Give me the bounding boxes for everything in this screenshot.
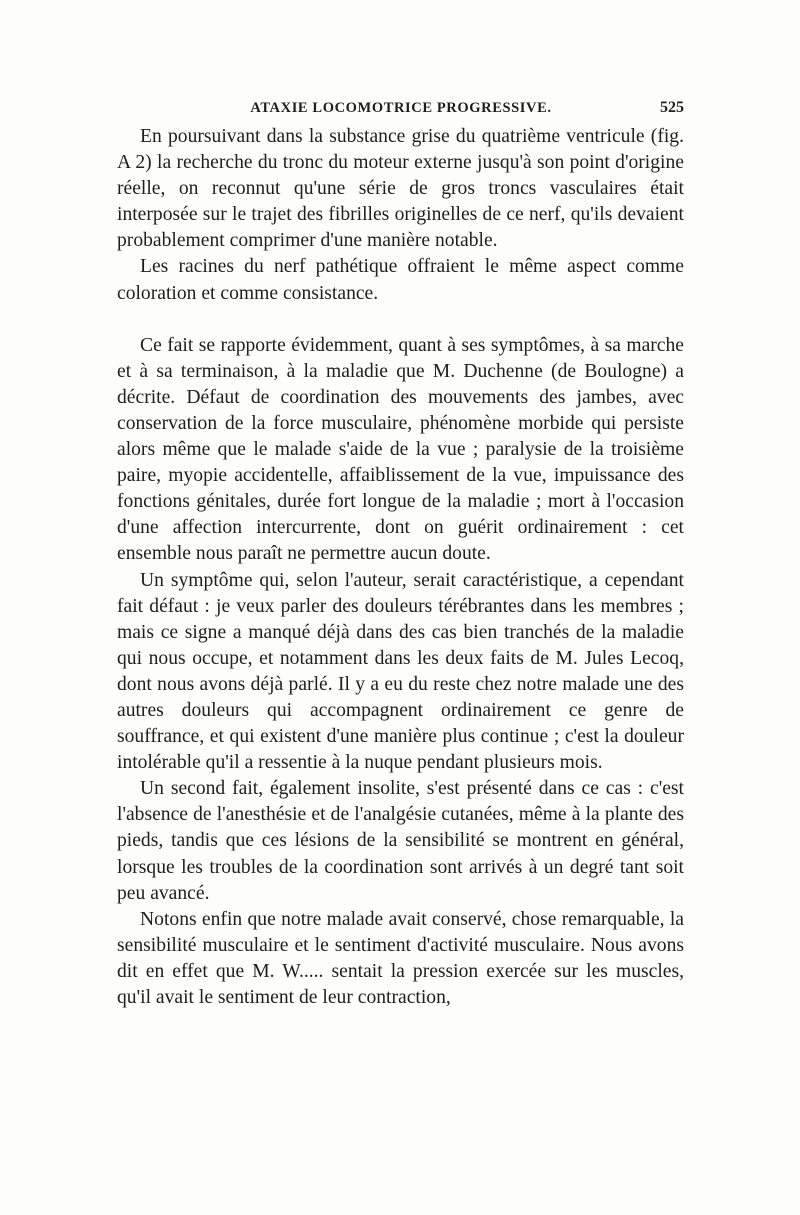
running-title: ATAXIE LOCOMOTRICE PROGRESSIVE. (250, 100, 552, 116)
paragraph: En poursuivant dans la substance grise du quatrième ventricule (fig. A 2) la recherche du tronc du moteur externe jusqu'à son point d'origine réelle, on reconnut qu'une série de gros troncs vasculaires était interposée sur le trajet des fibrilles originelles de ce nerf, qu'ils devaient probablement comprimer d'une manière notable. (117, 126, 684, 252)
paragraph: Notons enfin que notre malade avait conservé, chose remarquable, la sensibilité musculaire et le sentiment d'activité musculaire. Nous avons dit en effet que M. W..... sentait la pression exercée sur les muscles, qu'il avait le sentiment de leur contraction, (117, 908, 684, 1008)
running-head (118, 96, 684, 120)
paragraph: Un second fait, également insolite, s'est présenté dans ce cas : c'est l'absence de l'anesthésie et de l'analgésie cutanées, même à la plante des pieds, tandis que ces lésions de la sensibilité se montrent en général, lorsque les troubles de la coordination sont arrivés à un degré tant soit peu avancé. (117, 778, 684, 904)
paragraph: Un symptôme qui, selon l'auteur, serait caractéristique, a cependant fait défaut : je veux parler des douleurs térébrantes dans les membres ; mais ce signe a manqué déjà dans des cas bien tranchés de la maladie qui nous occupe, et notamment dans les deux faits de M. Jules Lecoq, dont nous avons déjà parlé. Il y a eu du reste chez notre malade une des autres douleurs qui accompagnent ordinairement ce genre de souffrance, et qui existent d'une manière plus continue ; c'est la douleur intolérable qu'il a ressentie à la nuque pendant plusieurs mois. (117, 569, 684, 774)
paragraph: Les racines du nerf pathétique offraient le même aspect comme coloration et comme consistance. (117, 256, 684, 304)
paragraph: Ce fait se rapporte évidemment, quant à ses symptômes, à sa marche et à sa terminaison, à la maladie que M. Duchenne (de Boulogne) a décrite. Défaut de coordination des mouvements des jambes, avec conservation de la force musculaire, phénomène morbide qui persiste alors même que le malade s'aide de la vue ; paralysie de la troisième paire, myopie accidentelle, affaiblissement de la vue, impuissance des fonctions génitales, durée fort longue de la maladie ; mort à l'occasion d'une affection intercurrente, dont on guérit ordinairement : cet ensemble nous paraît ne permettre aucun doute. (117, 334, 684, 565)
page-number: 525 (660, 99, 684, 116)
body-text (117, 124, 684, 1011)
